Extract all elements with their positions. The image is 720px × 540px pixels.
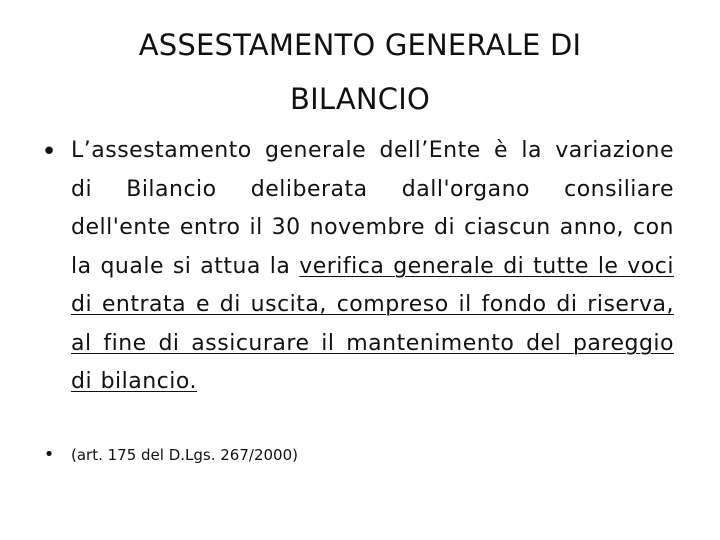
bullet-dot-icon: • — [43, 444, 55, 465]
bullet-definition-underlined: verifica generale di tutte le voci di entrata e di uscita, compreso il fondo di riserva, al fine di assicurare il mantenimento del pareggio di bilancio. — [71, 253, 674, 394]
bullet-reference-text: (art. 175 del D.Lgs. 267/2000) — [71, 446, 298, 464]
slide-title-line-2: BILANCIO — [289, 82, 431, 116]
slide-title-line-1: ASSESTAMENTO GENERALE DI — [138, 28, 582, 62]
slide-title — [60, 18, 660, 126]
bullet-definition-plain: L’assestamento generale dell’Ente è la variazione di Bilancio deliberata dall'organo consiliare dell'ente entro il 30 novembre di ciascun anno, con la quale si attua la — [71, 138, 674, 279]
bullet-definition-text — [71, 132, 674, 402]
bullet-dot-icon: • — [41, 137, 57, 167]
